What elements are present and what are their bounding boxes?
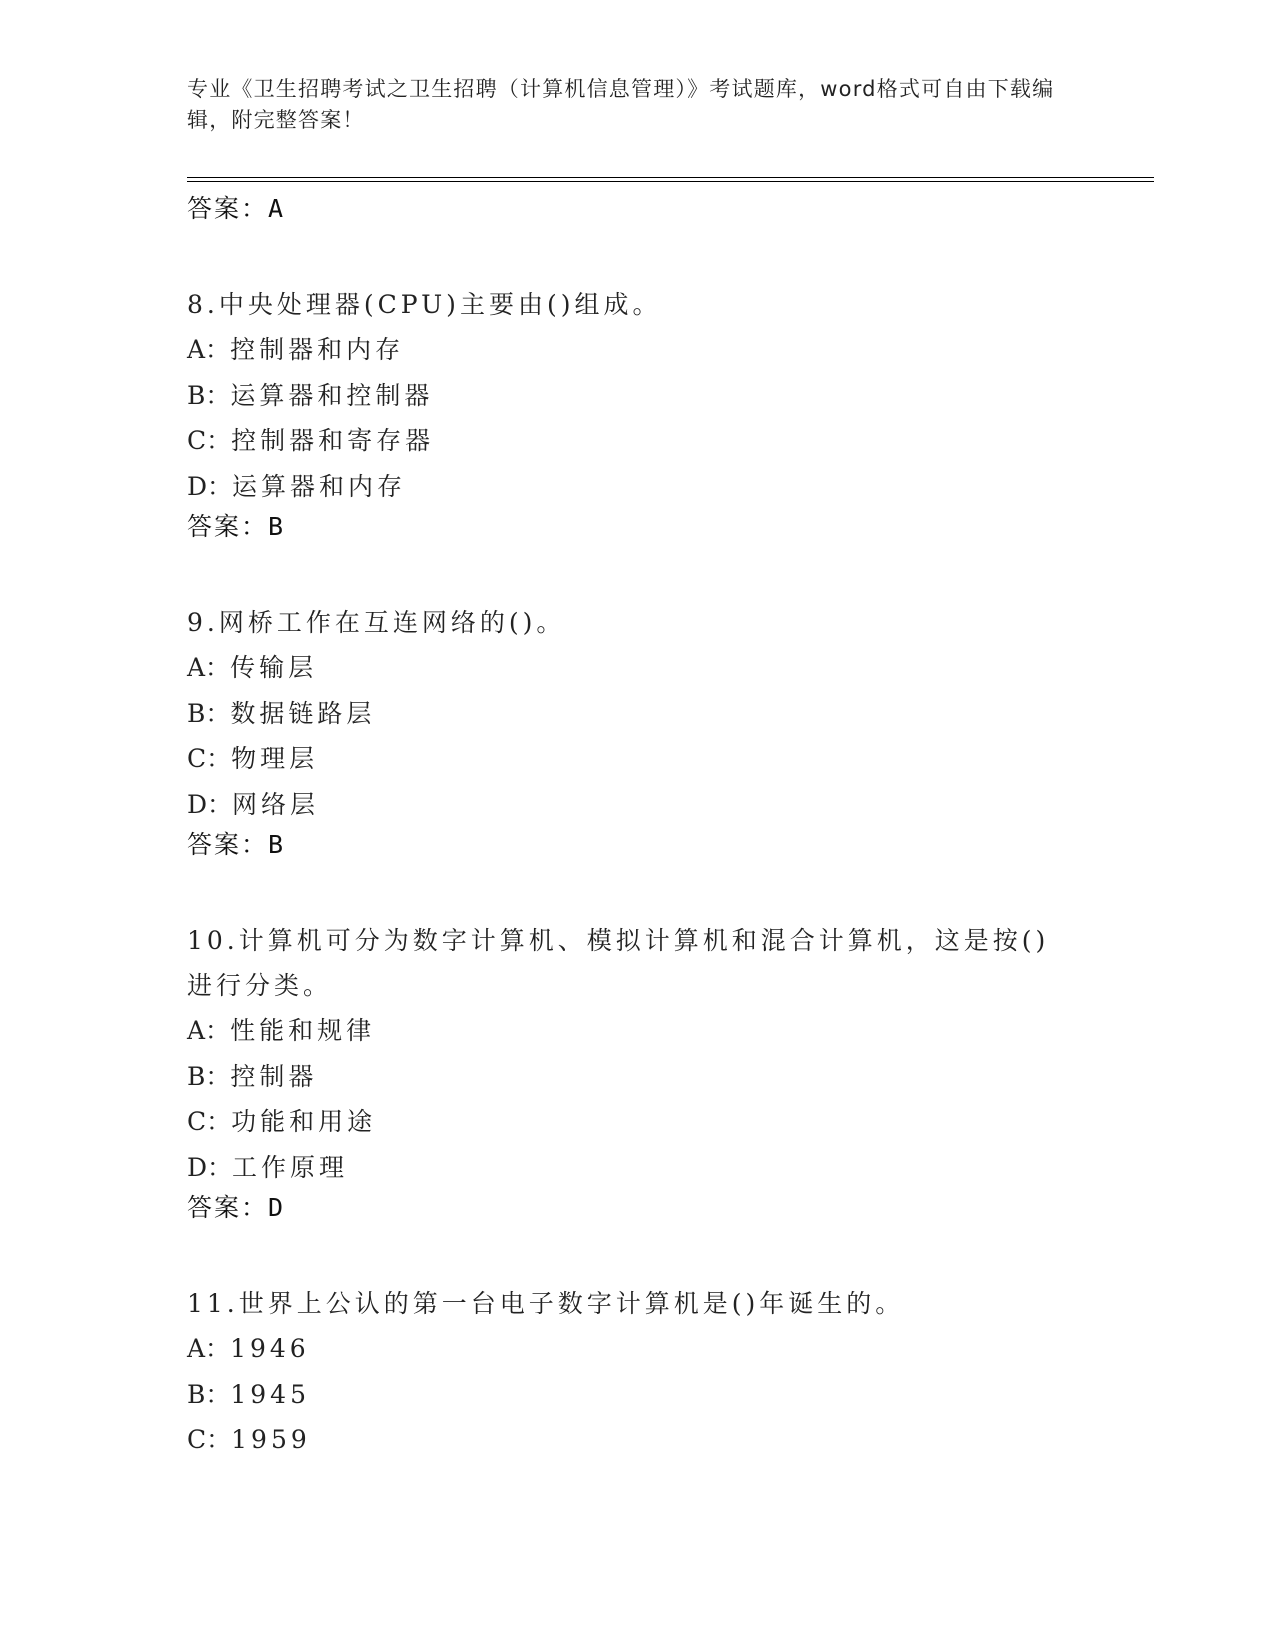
option-letter: A：: [187, 653, 231, 682]
option-c: [187, 736, 1087, 782]
spacer: [187, 863, 1087, 918]
option-b: [187, 691, 1087, 737]
option-text: 工作原理: [232, 1152, 349, 1182]
spacer: [187, 1226, 1087, 1281]
option-b: [187, 373, 1087, 419]
option-letter: A：: [187, 1334, 231, 1363]
answer-prefix: 答案：: [187, 830, 269, 859]
option-letter: C：: [187, 1107, 232, 1136]
option-letter: C：: [187, 1425, 232, 1454]
option-b: [187, 1372, 1087, 1418]
option-text: 1946: [230, 1334, 310, 1363]
option-text: 控制器: [230, 1061, 318, 1091]
option-text: 运算器和内存: [232, 471, 407, 501]
option-text: 网络层: [232, 789, 320, 819]
option-c: [187, 418, 1087, 464]
option-text: 传输层: [230, 653, 318, 682]
option-text: 功能和用途: [231, 1107, 377, 1136]
option-c: [187, 1417, 1087, 1463]
option-a: [187, 327, 1087, 373]
answer-key: A: [268, 194, 284, 223]
answer-line: [187, 1190, 1087, 1226]
option-letter: D：: [187, 789, 233, 819]
option-c: [187, 1099, 1087, 1145]
option-letter: A：: [187, 1016, 231, 1045]
spacer: [187, 545, 1087, 600]
answer-key: B: [268, 830, 284, 859]
question-text: 10.计算机可分为数字计算机、模拟计算机和混合计算机，这是按()进行分类。: [187, 926, 1050, 1000]
answer-prefix: 答案：: [187, 194, 269, 223]
option-a: [187, 1008, 1087, 1054]
option-a: [187, 1326, 1087, 1372]
spacer: [187, 227, 1087, 282]
answer-prefix: 答案：: [187, 1193, 269, 1222]
question-text: 9.网桥工作在互连网络的()。: [187, 608, 566, 637]
option-letter: B：: [187, 380, 231, 410]
header-divider: [187, 177, 1154, 182]
option-letter: D：: [187, 471, 233, 501]
option-text: 数据链路层: [230, 698, 376, 728]
option-text: 控制器和内存: [230, 335, 405, 364]
option-letter: B：: [187, 698, 231, 728]
option-d: [187, 782, 1087, 828]
option-d: [187, 464, 1087, 510]
answer-key: B: [268, 512, 284, 541]
answer-line: [187, 191, 1087, 227]
option-letter: D：: [187, 1152, 233, 1182]
question-text: 11.世界上公认的第一台电子数字计算机是()年诞生的。: [187, 1289, 905, 1318]
page-header: 专业《卫生招聘考试之卫生招聘（计算机信息管理）》考试题库，word格式可自由下载编辑，附完整答案！: [187, 77, 1055, 132]
option-text: 控制器和寄存器: [231, 426, 435, 455]
option-letter: A：: [187, 335, 231, 364]
option-letter: B：: [187, 1379, 231, 1409]
option-b: [187, 1054, 1087, 1100]
option-d: [187, 1145, 1087, 1191]
option-text: 1959: [231, 1425, 311, 1454]
option-text: 性能和规律: [230, 1016, 376, 1045]
answer-prefix: 答案：: [187, 512, 269, 541]
answer-key: D: [268, 1193, 284, 1222]
answer-line: [187, 827, 1087, 863]
option-a: [187, 645, 1087, 691]
question-list: [187, 191, 1087, 1463]
option-letter: C：: [187, 426, 232, 455]
option-text: 物理层: [231, 744, 319, 773]
option-letter: C：: [187, 744, 232, 773]
option-letter: B：: [187, 1061, 231, 1091]
option-text: 运算器和控制器: [230, 380, 434, 410]
answer-line: [187, 509, 1087, 545]
option-text: 1945: [230, 1379, 310, 1409]
question-text: 8.中央处理器(CPU)主要由()组成。: [187, 290, 662, 319]
